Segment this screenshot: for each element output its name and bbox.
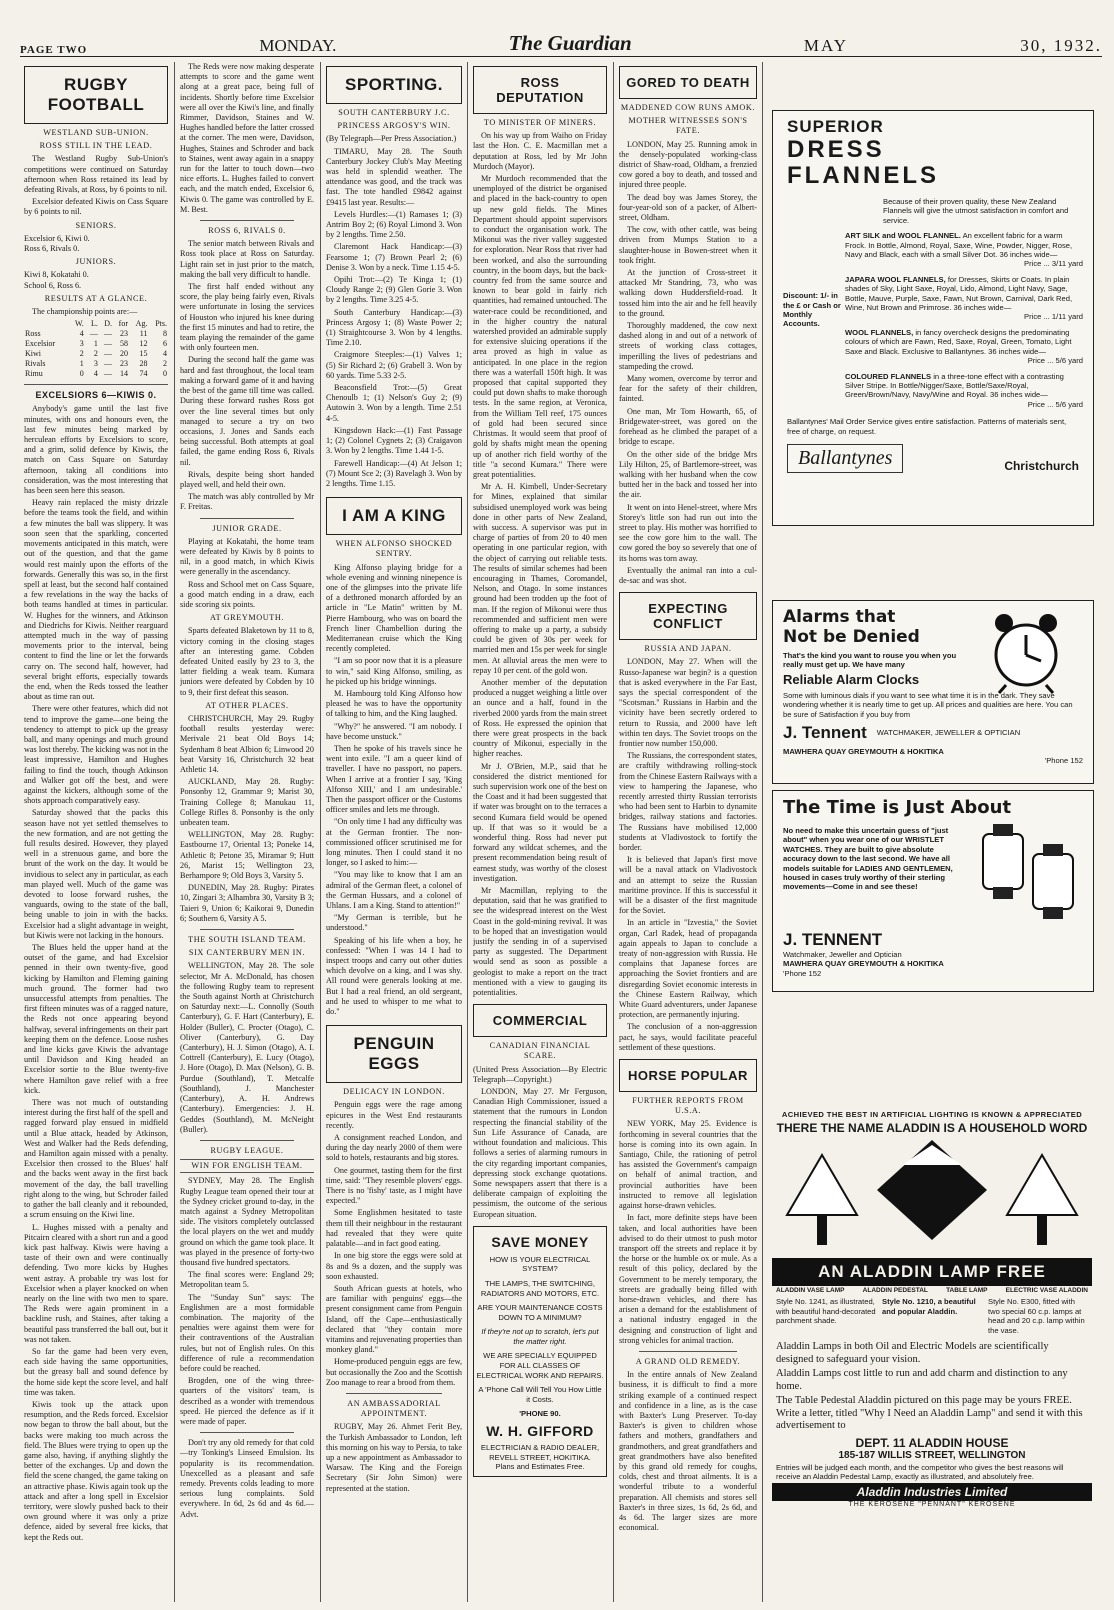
table-cell: 2 <box>163 359 167 369</box>
horse-heading: HORSE POPULAR <box>628 1068 748 1084</box>
table-cell: 15 <box>139 349 148 359</box>
points-table <box>24 319 168 379</box>
king-sub: WHEN ALFONSO SHOCKED SENTRY. <box>335 539 453 559</box>
table-cell: 58 <box>120 339 128 349</box>
wristlet-address: MAWHERA QUAY GREYMOUTH & HOKITIKA <box>783 959 944 969</box>
aladdin-fine-print: Entries will be judged each month, and the competitor who gives the best reasons will receive an Aladdin Pedestal Lamp, exactly as illustrated, and absolutely free. <box>776 1462 1064 1481</box>
match-para: There was not much of outstanding interest during the first half of the spell and ragged forward play ensued in midfield until a Blue attack, headed by Atkinson, West and Walker had the Reds defending, and Hamilton again missed with a penalty. Excelsior then crossed to the Blues' half and the backs went away in the first back movement of the day, the ball travelling right along to the wing, but Schroder failed to gather the ball cleanly and it rebounded, a scrum ensuing on the Kiwi line. <box>24 1098 168 1220</box>
ross-rivals-para: During the second half the game was hard and fast throughout, the local team making a forward game of it and having the best of the game till time was called. During these forward rushes Ross got over the line several times but only managed to secure a try on two occasions, J. Jones and Sands each being successful. Both attempts at goal failed, the game ending Ross 6, Rivals nil. <box>180 355 314 467</box>
rugby-heading-box <box>24 66 168 124</box>
king-para: "My German is terrible, but he understood." <box>326 913 462 933</box>
alarms-product: Reliable Alarm Clocks <box>783 671 920 687</box>
table-cell: 23 <box>120 329 128 339</box>
table-cell: Rimu <box>25 369 43 379</box>
save-money-heading: SAVE MONEY <box>491 1233 589 1250</box>
wristlet-phone: 'Phone 152 <box>783 968 822 978</box>
gored-para: Thoroughly maddened, the cow next dashed along in and out of a network of streets of working class cottages, imperilling the lives of pedestrians and stampeding the crowd. <box>619 321 757 371</box>
flannels-item-name: JAPARA WOOL FLANNELS, <box>845 274 946 284</box>
flannels-heading-1: SUPERIOR <box>787 117 884 136</box>
table-cell: 2 <box>93 349 98 359</box>
league-para: The "Sunday Sun" says: The Englishmen are a most formidable combination. The majority of the penalties were against them were for their contraventions of the Australian rules, but not of English rules. On this difference of rule a recommendation before could be reached. <box>180 1292 314 1373</box>
ambassador-heading: AN AMBASSADORIAL APPOINTMENT. <box>347 1398 441 1419</box>
table-cell: 3 <box>79 339 84 349</box>
lamp-label: TABLE LAMP <box>946 1287 988 1295</box>
gored-para: LONDON, May 25. Running amok in the densely-populated working-class district of Shaw-road, Oldham, a frenzied cow gored a boy to death, and tossed and injured three people. <box>619 139 757 190</box>
sporting-para: South Canterbury Handicap:—(3) Princess Argosy 1; (8) Waste Power 2; (1) Straightcourse 3. Won by 4 lengths. Time 2.10. <box>326 307 462 348</box>
aladdin-address: 185-187 WILLIS STREET, WELLINGTON <box>838 1449 1026 1461</box>
column-rule <box>762 62 763 1602</box>
gored-para: One man, Mr Tom Howarth, 65, of Bridgewater-street, was gored on the forehead as he climbed the parapet of a bridge to escape. <box>619 406 757 447</box>
conflict-para: It is believed that Japan's first move will be a naval attack on Vladivostock and an attempt to seize the Russian maritime province. If this is successful it will be a disaster of the first magnitude for the Soviet. <box>619 855 757 916</box>
commercial-heading-box <box>473 1004 607 1037</box>
king-para: M. Hambourg told King Alfonso how pleased he was to have the opportunity of talking to him, and the King laughed. <box>326 688 462 719</box>
penguin-para: One gourmet, tasting them for the first time, said: "They resemble plovers' eggs. There is no 'fishy' taste, as I might have expected." <box>326 1165 462 1206</box>
league-heading: RUGBY LEAGUE. <box>210 1145 284 1155</box>
south-island-para: WELLINGTON, May 28. The sole selector, Mr A. McDonald, has chosen the following Rugby team to represent the South against North at Christchurch on Saturday next:—L. Connolly (South Canterbury), G. F. Hart (Canterbury), E. Holder (Buller), C. Procter (Otago), C. Oliver (Canterbury), G. Day (Canterbury), H. J. Simon (Otago), A. I. Cottrell (Canterbury), E. Lucy (Otago), J. Hore (Otago), D. Max (Nelson), G. B. Purdue (Southland), T. Metcalfe (Southland), J. Manchester (Canterbury), A. H. Andrews (Canterbury). Emergencies: J. H. Geddes (Southland), M. McNeight (Buller). <box>180 961 314 1134</box>
gored-para: Eventually the animal ran into a cul-de-sac and was shot. <box>619 565 757 585</box>
flannels-item <box>845 231 1083 269</box>
table-row <box>24 339 168 349</box>
sporting-para: Craigmore Steeples:—(1) Valves 1; (5) Sir Richard 2; (6) Grabell 3. Won by 60 yards. Time 5.33 2-5. <box>326 350 462 380</box>
commercial-para: LONDON, May 27. Mr Ferguson, Canadian High Commissioner, issued a statement that the rumours in London respecting the financial stability of the Sun Life Assurance of Canada, are without foundation and malicious. This follows a series of alarming rumours in the city regarding important companies, depressing stock exchange quotations. Some newspapers assert that there is a deliberate campaign of exploiting the pessimism, the outcome of the serious European situation. <box>473 1087 607 1219</box>
king-para: "You may like to know that I am an admiral of the German fleet, a colonel of the German Hussars, and a colonel of Uhlans. I am a King. Stand to attention!" <box>326 870 462 911</box>
match-para: L. Hughes missed with a penalty and Pitcairn cleared with a short run and a good kick past halfway. Kiwis were having a taste of their own and were continually defending. Two more kicks by Hughes went astray. A probable try was lost for Excelsior when a player knocked on when nearly on the line with two men to spare. The Reds were again prominent in a backline rush, and Staines, after taking a beautiful pass transferred the ball out, but it was not taken. <box>24 1222 168 1344</box>
table-row <box>24 359 168 369</box>
aladdin-banner: AN ALADDIN LAMP FREE <box>772 1258 1092 1286</box>
flannels-item <box>845 328 1083 366</box>
ross-rivals-para: The senior match between Rivals and Ross took place at Ross on Saturday. Light rain set in just prior to the match, making the ball very difficult to handle. <box>180 239 314 279</box>
flannels-item-price: Price ... 5/6 yard <box>1027 356 1083 366</box>
table-cell: Rivals <box>25 359 46 369</box>
table-cell: Ross <box>25 329 41 339</box>
greymouth-heading: AT GREYMOUTH. <box>209 613 285 623</box>
horse-sub: FURTHER REPORTS FROM U.S.A. <box>632 1096 744 1116</box>
king-para: Then he spoke of his travels since he went into exile. "I am a queer kind of traveller. I have no passport, no papers. When I arrive at a frontier I say, 'King Alfonso XIII,' and I am undesirable.' Then the passport officer or the Customs officer smiles and lets me through. <box>326 743 462 815</box>
flannels-item-name: ART SILK and WOOL FLANNEL. <box>845 231 961 241</box>
masthead-day: MONDAY. <box>259 36 337 55</box>
alarms-seller-role: WATCHMAKER, JEWELLER & OPTICIAN <box>876 728 1021 738</box>
penguin-para: South African guests at hotels, who are familiar with penguins' eggs—the present consignment came from Penguin Island, off the Cape—enthusiastically declared that "they contain more vitamins and rejuvenating properties than monkey gland." <box>326 1283 462 1355</box>
table-cell: — <box>104 349 112 359</box>
divider <box>200 518 294 519</box>
lamp-label: ALADDIN PEDESTAL <box>862 1287 928 1295</box>
flannels-item-desc: for Dresses, Skirts or Coats. In plain shades of Sky, Light Saxe, Royal, Lido, Almond, Light Navy, Sage, Bottle, Mauve, Purple, Saxe, Fawn, Nut Brown, Carnival, Dark Red, Wine, Nut Brown and Primrose. 36 inches wide— <box>845 274 1073 313</box>
sporting-para: Opihi Trot:—(2) Te Kinga 1; (1) Cloudy Range 2; (9) Glen Gorie 3. Won by 2 lengths. Time 3.25 4-5. <box>326 275 462 305</box>
divider <box>24 384 168 385</box>
table-header-cell: D. <box>104 319 112 329</box>
ross-rivals-para: Rivals, despite being short handed played well, and held their own. <box>180 469 314 489</box>
linseed-emulsion-ad: Don't try any old remedy for that cold—try Tonking's Linseed Emulsion. Its popularity is its recommendation. Unexcelled as a pleasant and safe remedy. Prevents colds leading to more serious lung complaints. Sold everywhere. In 6d, 2s 6d and 4s 6d.—Advt. <box>180 1438 314 1519</box>
south-island-heading: THE SOUTH ISLAND TEAM. <box>188 935 306 945</box>
sporting-heading-box <box>326 66 462 104</box>
penguin-heading-box <box>326 1025 462 1083</box>
table-header-cell: Pts. <box>155 319 167 329</box>
aladdin-text-2: Aladdin Lamps cost little to run and add charm and distinction to any home. <box>776 1368 1068 1392</box>
alarms-seller-name: J. Tennent <box>783 723 867 743</box>
gifford-q2: ARE YOUR MAINTENANCE COSTS DOWN TO A MINIMUM? <box>477 1303 603 1322</box>
ross-para: On his way up from Waiho on Friday last the Hon. C. E. Macmillan met a deputation at Ross, led by Mr John Murdoch (Mayor). <box>473 131 607 171</box>
column-rule <box>174 62 175 1602</box>
divider <box>200 1140 294 1141</box>
gored-para: At the junction of Cross-street it attacked Mr Standring, 73, who was walking down Huddersfield-road. It tossed him into the air and he fell heavily to the ground. <box>619 268 757 318</box>
table-cell: 0 <box>163 369 167 379</box>
gifford-ad <box>473 1226 607 1477</box>
match-para: There were other features, which did not tend to improve the game—one being the tendency to attempt to pick up the greasy ball, and many openings and much ground was lost thereby. The kicking was not in the least impressive, Hamilton and Hughes failing to find the touch, though Atkinson and Walker got off the best, and were against the kickers, although some of the shots approach comparatively easy. <box>24 704 168 806</box>
gifford-plans: Plans and Estimates Free. <box>495 1462 585 1472</box>
juniors-label: JUNIORS. <box>75 257 117 267</box>
aladdin-arc-text-1: ACHIEVED THE BEST IN ARTIFICIAL LIGHTING IS KNOWN & APPRECIATED <box>781 1110 1083 1119</box>
penguin-para: Home-produced penguin eggs are few, but occasionally the Zoo and the Scottish Zoo manage to rear a brood from them. <box>326 1357 462 1387</box>
aladdin-text-1: Aladdin Lamps in both Oil and Electric Models are scientifically designed to safeguard your vision. <box>776 1341 1049 1365</box>
commercial-heading: COMMERCIAL <box>492 1013 588 1029</box>
sporting-para: Farewell Handicap:—(4) At Jelson 1; (7) Mount Sce 2; (3) Ravelagh 3. Won by 2 lengths. Time 1.15. <box>326 458 462 488</box>
flannels-item-name: WOOL FLANNELS, <box>845 327 914 337</box>
horse-para: In fact, more definite steps have been taken, and local authorities have been advised to do their utmost to push motor transport off the streets and replace it by the horse or the humble ox or mule. As a result of this policy, declared by the Government to be merely temporary, the streets are gradually being filled with horse-drawn vehicles, and there has arisen a demand for the establishment of a national industry engaged in the designing and construction of light and strong vehicles for animal traction. <box>619 1213 757 1345</box>
table-row <box>24 329 168 339</box>
ross-para: Mr A. H. Kimbell, Under-Secretary for Mines, explained that similar subsidised unemployed work was being done in other parts of New Zealand, with success. A supervisor was put in charge of parties of from 20 to 40 men operating in one particular region, with the object of carrying out reliable tests. The results of similar schemes had been encouraging in Thames, Coromandel, Nelson, and Otago. In some instances ground had been trodden up the foot of man. If the region of Mikonui were thus recommended and sufficient men were offering to make up a party, a subsidy could be given of 30s per week for married men and 15s per week for single men. At alluvial areas the men were to repay 10 per cent. of the gold won. <box>473 482 607 675</box>
ross-para: Mr Macmillan, replying to the deputation, said that he was gratified to see the widespread interest on the West Coast in the gold-mining revival. It was to be hoped that an investigation would justify the sending in of a supervised party as suggested. The Department would send as soon as possible a geologist to make a report on the tract mentioned with a view to gauging its potentialities. <box>473 886 607 998</box>
ambassador-para: RUGBY, May 26. Ahmet Ferit Bey, the Turkish Ambassador to London, left this morning on his way to Persia, to take up a new appointment as Ambassador to Warsaw. The King and the Foreign Secretary (Sir John Simon) were represented at the station. <box>326 1422 462 1493</box>
ross-rivals-heading: ROSS 6, RIVALS 0. <box>208 226 286 236</box>
match-para: The Blues held the upper hand at the outset of the game, and had Excelsior penned in their own twenty-five, good kicking by Hamilton and Fleming gaining much ground. The former had two unsuccessful attempts from penalties. The first fifteen minutes was of a ragged nature, the Reds not once appearing beyond halfway, several infringements on their part keeping them on the defence. Loose rushes and line kicks gave Kiwis the advantage until Davidson and King headed an Excelsior sortie to the Blue twenty-five where Hamilton gave relief with a free kick. <box>24 943 168 1095</box>
south-island-sub: SIX CANTERBURY MEN IN. <box>188 948 306 958</box>
column-2 <box>180 62 314 1602</box>
masthead-date: 30, 1932. <box>1020 36 1102 55</box>
conflict-para: In an article in "Izvestia," the Soviet organ, Carl Radek, head of propaganda again appeals to Japan to conclude a treaty of non-aggression with Russia. He complains that Japanese forces are approaching the Soviet frontiers and are disregarding Soviet economic interests in the Chinese Eastern Railway, which White Guard adventurers, under Japanese protection, are permanently injuring. <box>619 918 757 1020</box>
alarms-address: MAWHERA QUAY GREYMOUTH & HOKITIKA <box>783 747 944 757</box>
lamp-label: ALADDIN VASE LAMP <box>776 1287 845 1295</box>
sporting-byline: (By Telegraph—Per Press Association.) <box>326 134 457 144</box>
flannels-item <box>845 275 1083 322</box>
king-heading-box <box>326 497 462 535</box>
greymouth-para: Sparts defeated Blaketown by 11 to 8, victory coming in the closing stages after an interesting game. Cobden defeated United easily by 23 to 3, the latter fielding a weak team. Kumara juniors were defeated by Cobden by 10 to 9, their first defeat this season. <box>180 626 314 697</box>
flannels-item-desc: An excellent fabric for a warm Frock. In Bottle, Almond, Royal, Saxe, Wine, Powder, Nigger, Rose, Navy and Black, each with a small Silver Dot. 36 inches wide— <box>845 231 1073 260</box>
sporting-para: Claremont Hack Handicap:—(3) Fearsome 1; (7) Brown Pearl 2; (6) Denise 3. Won by a neck. Time 1.15 4-5. <box>326 242 462 272</box>
junior-grade-heading: JUNIOR GRADE. <box>212 523 282 533</box>
aladdin-footer-2: THE KEROSENE "PENNANT" KEROSENE <box>848 1501 1016 1509</box>
sporting-heading: SPORTING. <box>344 75 443 94</box>
wristlet-heading: The Time is Just About <box>783 797 1012 818</box>
gored-sub2: MOTHER WITNESSES SON'S FATE. <box>628 116 748 136</box>
alarms-phone: 'Phone 152 <box>1044 756 1083 766</box>
glance-label: RESULTS AT A GLANCE. <box>44 293 148 303</box>
column-rule <box>467 62 468 1602</box>
flannels-footer: Ballantynes' Mail Order Service gives entire satisfaction. Patterns of materials sent, free of charge, on request. <box>787 417 1067 436</box>
flannels-item-desc: in a three-tone effect with a contrasting Silver Stripe. In Bottle/Nigger/Saxe, Bottle/Saxe/Royal, Green/Brown/Navy, Navy/Wine and Royal. 36 inches wide— <box>845 371 1064 400</box>
table-cell: Excelsior <box>25 339 56 349</box>
flannels-heading-3: FLANNELS <box>787 162 939 189</box>
wristwatch-icon <box>963 824 1093 924</box>
penguin-sub: DELICACY IN LONDON. <box>343 1087 445 1097</box>
flannels-heading-2: DRESS <box>787 136 885 163</box>
king-para: Speaking of his life when a boy, he confessed: "When I was 14 I had to inspect troops and carry out other duties which devolve on a king, and I was shy. All round were generals looking at me. But I had a real friend, an old sergeant, and he used to whisper to me what to do." <box>326 935 462 1017</box>
king-para: "Why?" he answered. "I am nobody. I have become unstuck." <box>326 721 462 741</box>
gifford-equip: WE ARE SPECIALLY EQUIPPED FOR ALL CLASSES OF ELECTRICAL WORK AND REPAIRS. <box>476 1351 604 1380</box>
penguin-heading: PENGUIN EGGS <box>353 1034 435 1074</box>
league-sub: WIN FOR ENGLISH TEAM. <box>180 1159 314 1173</box>
ross-rivals-para: The match was ably controlled by Mr F. Freitas. <box>180 492 314 512</box>
match-para: Anybody's game until the last five minutes, with ons and honours even, the last few minutes being marked by herculean efforts by Excelsiors to score, and a grim, solid defence by Kiwis, the match on Cass Square on Saturday afternoon, taking all conditions into consideration, was the most interesting that has been seen here this season. <box>24 404 168 496</box>
aladdin-ad <box>772 1110 1092 1595</box>
aladdin-style-1: Style No. 1241, as illustrated, with beautiful hand-decorated parchment shade. <box>776 1297 876 1326</box>
column-rule <box>613 62 614 1602</box>
lamp-label: ELECTRIC VASE ALADDIN <box>1005 1287 1088 1295</box>
table-cell: — <box>104 329 112 339</box>
junior-para: Ross and School met on Cass Square, a good match ending in a draw, each side scoring six points. <box>180 579 314 609</box>
sporting-para: Kingsdown Hack:—(1) Fast Passage 1; (2) Colonel Cygnets 2; (3) Craigavon 3. Won by 2 lengths. Time 1.44 1-5. <box>326 425 462 456</box>
ross-rivals-para: The first half ended without any score, the play being fairly even, Rivals were unfortunate in losing the services of Houston who injured his knee during the first 15 minutes and had to retire, the team playing the remainder of the game with only fourteen men. <box>180 282 314 353</box>
flannels-item-price: Price ... 3/11 yard <box>1024 259 1083 269</box>
other-places-para: WELLINGTON, May 28. Rugby: Eastbourne 17, Oriental 13; Poneke 14, Athletic 8; Petone 35, Miramar 9; Hutt 26, Marist 15; Wellington 23, Berhampore 9; Old Boys 3, Varsity 5. <box>180 830 314 881</box>
table-cell: — <box>104 369 112 379</box>
table-cell: 4 <box>163 349 167 359</box>
divider <box>639 1351 737 1352</box>
table-cell: 74 <box>139 369 148 379</box>
wristlet-body: No need to make this uncertain guess of "just about" when you wear one of our WRISTLET WATCHES. They are built to give absolute accuracy down to the last second. We have all models suitable for LADIES AND GENTLEMEN, housed in cases truly worthy of their sterling movements—Come in and see these! <box>783 826 953 892</box>
column-5 <box>619 62 757 1602</box>
ross-heading: ROSS DEPUTATION <box>496 75 584 105</box>
ross-para: Mr Murdoch recommended that the unemployed of the district be organised and placed in the back-country to open up new gold fields. The Mines Department should appoint supervisors to conduct the organisation work. The Mikonui was the river valley suggested for exploration. Near Ross that river had been worked, and also the surrounding country, in the boom days, but the back-country fed from the same source and known to bear gold in fairly rich quantities, had remained untouched. The water-race could be reconditioned, and in the higher country the natural watershed provided an admirable supply for extensive sluicing operations if the area proved as high in value as anticipated. In one place in the region there was a waterfall 150ft high. It was proposed that capital supported they could put down shafts to make thorough tests. In the same region, at Veronica, from the William Tell reef, 175 ounces of gold had been secured since Christmas. It would seem that proof of gold by shafts might mean the opening up of another rich field worthy of the title "a second Kumara." There were great potentialities. <box>473 174 607 479</box>
glance-intro: The championship points are:— <box>32 307 138 317</box>
gored-heading: GORED TO DEATH <box>626 75 750 90</box>
conflict-sub: RUSSIA AND JAPAN. <box>644 644 732 654</box>
aladdin-text-3: The Table Pedestal Aladdin pictured on this page may be yours FREE. Write a letter, titled "Why I Need an Aladdin Lamp" and send it with this advertisement to <box>776 1395 1083 1432</box>
other-places-para: AUCKLAND, May 28. Rugby: Ponsonby 12, Grammar 9; Marist 30, Training College 8; Manukau 11, College Rifles 8. Ponsonby is the only unbeaten team. <box>180 777 314 828</box>
seniors-result: Ross 6, Rivals 0. <box>24 244 80 254</box>
aladdin-dept: DEPT. 11 ALADDIN HOUSE <box>855 1435 1009 1450</box>
gifford-address: ELECTRICIAN & RADIO DEALER, REVELL STREET, HOKITIKA. <box>480 1443 600 1462</box>
gored-sub1: MADDENED COW RUNS AMOK. <box>620 103 756 112</box>
column-4 <box>473 62 607 1602</box>
table-cell: 28 <box>139 359 148 369</box>
masthead <box>20 30 1102 57</box>
flannels-item-desc: in fancy overcheck designs the predominating colours of which are Fawn, Red, Saxe, Royal, Green, Tomato, Light Saxe and Black. Exclusive to Ballantynes. 36 inches wide— <box>845 327 1072 356</box>
conflict-heading: EXPECTING CONFLICT <box>648 601 728 632</box>
sporting-para: TIMARU, May 28. The South Canterbury Jockey Club's May Meeting was held in splendid weather. The attendance was good, and the track was fast. The tote handled £9842 against £9415 last year. Results:— <box>326 146 462 207</box>
table-cell: 4 <box>79 329 84 339</box>
seniors-label: SENIORS. <box>75 220 117 230</box>
gifford-name: W. H. GIFFORD <box>486 1423 594 1440</box>
flannels-item-price: Price ... 1/11 yard <box>1024 312 1083 322</box>
column-1 <box>24 62 168 1602</box>
flannels-item <box>845 372 1083 410</box>
match-heading: EXCELSIORS 6—KIWIS 0. <box>35 390 157 401</box>
flannels-discount: Discount: 1/- in the £ or Cash or Monthly Accounts. <box>783 291 841 329</box>
king-para: "I am so poor now that it is a pleasure to win," said King Alfonso, smiling, as he picked up his bridge winnings. <box>326 656 462 686</box>
column-rule <box>320 62 321 1602</box>
table-cell: 4 <box>93 369 98 379</box>
horse-para: NEW YORK, May 25. Evidence is forthcoming in several countries that the horse is coming into its own again. In Santiago, Chile, the rationing of petrol has assisted the Government's campaign on behalf of animal traction, and provincial authorities have been instructed to remove all legislation against horse-drawn vehicles. <box>619 1119 757 1211</box>
aladdin-style-3: Style No. E300, fitted with two special 60 c.p. lamps at head and 20 c.p. lamp within the vase. <box>988 1297 1085 1335</box>
penguin-para: Some Englishmen hesitated to taste them till their neighbour in the restaurant had revealed that they were quite palatable—and in fact good eating. <box>326 1208 462 1249</box>
match-para: Heavy rain replaced the misty drizzle before the teams took the field, and within a few minutes the ball was slippery. It was soon seen that the sparkling, concerted movements anticipated in this match, were out of the question, and that the game would rest mainly upon the efforts of the forwards. Generally this was so, in the first spell at least, but the second half contained a few revelations in the way the backs of both teams handled at times in particular. W. Hughes for the winners, and Atkinson and Diedrichs for Kiwis. Neither rearguard attempted much in the way of passing movements prior to the interval, being content to find the line or let the forwards carry on. The second half, however, had several bright efforts, especially towards the end, when the Reds tossed the leather about as time ran out. <box>24 498 168 702</box>
table-header-cell <box>24 319 70 329</box>
column-3 <box>326 62 462 1602</box>
table-cell: 1 <box>79 359 84 369</box>
conflict-heading-box <box>619 592 757 640</box>
match-para: Saturday showed that the packs this season have not yet settled themselves to the new formation, and are not getting the full results desired. However, they played well in a strenuous game, and bore the brunt of the work on the day. It would be invidious to select any in particular, as each man played well. Much of the game was devoted to loose forward rushes, the vanguards, owing to the state of the ball, being unable to join in with the backs. Excelsior had a slight advantage in weight, but Kiwis were not lacking in the honours. <box>24 808 168 940</box>
ross-para: Another member of the deputation produced a nugget weighing a little over an ounce and a half, found in the riverbed 2000 yards from the main street of Ross. He expressed the opinion that there were great prospects in the back country of Mikonui, especially in the higher reaches. <box>473 677 607 759</box>
page-number: PAGE TWO <box>20 44 88 56</box>
wristlet-seller-role: Watchmaker, Jeweller and Optician <box>783 950 902 959</box>
gifford-note: If they're not up to scratch, let's put the matter right. <box>481 1327 599 1346</box>
divider <box>200 220 294 221</box>
divider <box>346 1393 442 1394</box>
seniors-result: Excelsior 6, Kiwi 0. <box>24 233 90 243</box>
flannels-item-price: Price ... 5/6 yard <box>1027 399 1083 409</box>
table-row <box>24 349 168 359</box>
rugby-sub1: WESTLAND SUB-UNION. <box>43 128 149 137</box>
table-cell: — <box>89 329 98 339</box>
table-cell: 23 <box>120 359 128 369</box>
league-para: The final scores were: England 29; Metropolitan team 5. <box>180 1270 314 1290</box>
flannels-item-list <box>845 231 1083 415</box>
gifford-list: THE LAMPS, THE SWITCHING, RADIATORS AND MOTORS, ETC. <box>480 1278 600 1298</box>
table-cell: 6 <box>163 339 167 349</box>
conflict-para: The Russians, the correspondent states, are craftily withdrawing rolling-stock from the Chinese Eastern Railways with a view to hampering the Japanese, who recently arrested thirty Russian terrorists who had been sent to Harbin to dynamite bridges, railway stations and factories. The Russians have mobilised 12,000 students at Vladivostock to fortify the border. <box>619 751 757 852</box>
match-para-cont: The Reds were now making desperate attempts to score and the game went along at a great pace, being full of incidents. Shortly before time Excelsior were all over the Kiwi's line, and finally Rimmer, Davidson, Staines and W. Hughes handled before the latter crossed at the corner. The men were, Davidson, Hughes, Staines and Schroder and back to Staines, went away again in a snappy run for the latter to touch down—two nice efforts. L. Hughes failed to convert each, and the match ended, Excelsior 6, Kiwis 0. The game was controlled by E. M. Best. <box>180 62 314 214</box>
match-para: So far the game had been very even, each side having the same opportunities, but the greasy ball and sound defence by the home side kept the score level, and half time was taken. <box>24 1346 168 1397</box>
wristlet-ad <box>772 790 1094 992</box>
commercial-byline: (United Press Association—By Electric Telegraph—Copyright.) <box>473 1064 607 1084</box>
wristlet-seller-name: J. TENNENT <box>783 930 883 949</box>
aladdin-arc-text-2: THERE THE NAME ALADDIN IS A HOUSEHOLD WORD <box>776 1121 1088 1136</box>
conflict-para: The conclusion of a non-aggression pact, he says, would facilitate peaceful settlement of these questions. <box>619 1022 757 1052</box>
sporting-para: Beaconsfield Trot:—(5) Great Chenoulb 1; (1) Nelson's Guy 2; (9) Autowin 3. Won by a length. Time 2.51 4-5. <box>326 383 462 423</box>
commercial-sub: CANADIAN FINANCIAL SCARE. <box>489 1041 591 1061</box>
rugby-sub2: ROSS STILL IN THE LEAD. <box>39 141 153 151</box>
remedy-heading: A GRAND OLD REMEDY. <box>635 1356 741 1366</box>
table-cell: 14 <box>120 369 128 379</box>
aladdin-style-2: Style No. 1210, a beautiful and popular Aladdin. <box>882 1297 976 1316</box>
juniors-result: Kiwi 8, Kokatahi 0. <box>24 270 89 280</box>
table-header-cell: L. <box>91 319 98 329</box>
league-para: SYDNEY, May 28. The English Rugby League team opened their tour at the Sydney cricket ground to-day, in the match against a Sydney Metropolitan side. The visitors completely outclassed the local players on the wet and muddy ground on which the game took place. It was played in the presence of forty-two thousand five hundred spectators. <box>180 1176 314 1267</box>
alarms-heading-1: Alarms that <box>783 607 896 627</box>
ross-heading-box <box>473 66 607 114</box>
gifford-phone: 'PHONE 90. <box>519 1409 561 1419</box>
penguin-para: In one big store the eggs were sold at 8s and 9s a dozen, and the supply was soon exhausted. <box>326 1251 462 1281</box>
gifford-phone-text: A 'Phone Call Will Tell You How Little it Costs. <box>478 1385 602 1404</box>
table-cell: 2 <box>79 349 84 359</box>
table-row <box>24 369 168 379</box>
other-places-para: CHRISTCHURCH, May 29. Rugby football results yesterday were: Merivale 21 beat Old Boys 14; Sydenham 8 beat Albion 6; Linwood 20 beat Varsity 16, Christchurch 32 beat Athletic 14. <box>180 713 314 774</box>
flannels-city: Christchurch <box>1004 458 1079 473</box>
match-para: Kiwis took up the attack upon resumption, and the Reds forced. Excelsior now began to throw the ball about, but the backs were making too much across the field. The Blues were trying to open up the game also, having, if anything slightly the better of the exchanges. Up and down the field the scene changed, the game taking on an attractive phase. Kiwis again took up the attack and after a long spell in Excelsior territory, were slowly pushed back to their own ground where it was only a prize defence, aided by several free kicks, that kept the Reds out. <box>24 1399 168 1542</box>
table-header-cell: for <box>118 319 128 329</box>
table-cell: — <box>104 339 112 349</box>
clock-cartoon-icon <box>971 605 1081 695</box>
divider <box>200 929 294 930</box>
table-cell: 1 <box>93 339 98 349</box>
rugby-heading: RUGBY FOOTBALL <box>47 75 145 114</box>
alarms-heading-2: Not be Denied <box>783 627 920 647</box>
gored-para: On the other side of the bridge Mrs Lily Hilton, 25, of Bartlemore-street, was walking with her husband when the cow butted her in the back and tossed her into the air. <box>619 449 757 500</box>
divider <box>200 1432 294 1433</box>
rugby-intro: The Westland Rugby Sub-Union's competitions were continued on Saturday afternoon when Ross retained its lead by defeating Rivals, at Ross, by 6 points to nil. <box>24 154 168 195</box>
table-cell: 3 <box>93 359 98 369</box>
table-cell: Kiwi <box>25 349 41 359</box>
table-cell: 0 <box>79 369 84 379</box>
aladdin-footer: Aladdin Industries Limited <box>772 1483 1092 1501</box>
flannels-ad <box>772 110 1094 526</box>
gored-para: The cow, with other cattle, was being driven from Mumps Station to a slaughter-house in Bowen-street when it took fright. <box>619 225 757 265</box>
table-header-cell: W. <box>74 319 84 329</box>
gored-para: It went on into Henel-street, where Mrs Storey's little son had run out into the street to play. His mother was horrified to see the cow gore him to the wall. The cow gored the boy so severely that one of its horns was torn away. <box>619 502 757 563</box>
flannels-intro: Because of their proven quality, these New Zealand Flannels will give the utmost satisfaction in comfort and service. <box>883 197 1069 225</box>
table-cell: 12 <box>139 339 148 349</box>
gored-para: Many women, overcome by terror and fear for the safety of their children, fainted. <box>619 374 757 404</box>
table-cell: 11 <box>139 329 148 339</box>
king-para: King Alfonso playing bridge for a whole evening and winning ninepence is one of the glimpses into the private life of a dethroned monarch afforded by an article in "Le Matin" written by M. Pierre Hambourg, who was on board the French liner Chambellion during the Mediterranean cruise which the King recently completed. <box>326 562 462 654</box>
sporting-sub1: SOUTH CANTERBURY J.C. <box>338 108 450 117</box>
ross-para: Mr J. O'Brien, M.P., said that he considered the district mentioned for such supervision work one of the best on the Coast and it had been suggested that if water was brought on to the terraces a second Kumara field would be opened up. If that was so it would be a wonderful thing. Ross had never put forward any wildcat schemes, and the present recommendation being result of earnest study, was worthy of the closest investigation. <box>473 761 607 883</box>
newspaper-title: The Guardian <box>508 31 632 55</box>
masthead-month: MAY <box>803 36 849 55</box>
table-cell: 8 <box>163 329 167 339</box>
other-places-para: DUNEDIN, May 28. Rugby: Pirates 10, Zingari 3; Alhambra 30, Varsity B 3; Taieri 9, Union 6; Kaikorai 9, Dunedin 6; Southern 6, Varsity A 5. <box>180 883 314 923</box>
rugby-intro2: Excelsior defeated Kiwis on Cass Square by 6 points to nil. <box>24 197 168 217</box>
sporting-para: Levels Hurdles:—(1) Ramases 1; (3) Antrim Boy 2; (6) Royal Limond 3. Won by 2 lengths. Time 2.50. <box>326 209 462 240</box>
junior-para: Playing at Kokatahi, the home team were defeated by Kiwis by 8 points to nil, in a good match, in which Kiwis were generally in the ascendancy. <box>180 536 314 577</box>
alarms-body: Some with luminous dials if you want to see what time it is in the dark. They save wondering whether it is nearly time to get up. All prices and qualities are here. You can be sure of Satisfaction if you buy from <box>783 690 1073 719</box>
remedy-para: In the entire annals of New Zealand business, it is difficult to find a more striking example of a continued respect and confidence in a line, as is the case with Baxter's Lung Preserver. To-day Baxter's is given to children whose fathers and mothers, grandfathers and grandmothers, and great grandfathers and great grandmothers have also benefited by this grand old remedy for coughs, colds, chest and throat ailments. It is a wonderful tribute to a wonderful preparation. All chemists and stores sell Baxter's in three sizes, 1s 6d, 2s 6d, and 4s 6d. The larger sizes are more economical. <box>619 1370 757 1533</box>
alarms-ad <box>772 600 1094 784</box>
table-header-cell: Ag. <box>135 319 148 329</box>
alarms-intro: That's the kind you want to rouse you when you really must get up. We have many <box>783 651 957 670</box>
aladdin-lamps-illustration <box>772 1135 1092 1253</box>
juniors-result: School 6, Ross 6. <box>24 280 82 290</box>
league-para: Brogden, one of the wing three-quarters of the visitors' team, is described as a wonder with tremendous speed. He pierced the defence as if it were made of paper. <box>180 1376 314 1426</box>
horse-heading-box <box>619 1059 757 1092</box>
table-header-row <box>24 319 168 329</box>
gored-heading-box <box>619 66 757 99</box>
penguin-para: Penguin eggs were the rage among epicures in the West End restaurants recently. <box>326 1100 462 1130</box>
king-heading: I AM A KING <box>342 506 446 526</box>
table-cell: 20 <box>120 349 128 359</box>
table-cell: — <box>104 359 112 369</box>
penguin-para: A consignment reached London, and during the day nearly 2000 of them were sold to hotels, restaurants and big stores. <box>326 1133 462 1163</box>
flannels-item-name: COLOURED FLANNELS <box>845 371 932 381</box>
king-para: "On only time I had any difficulty was at the German frontier. The non-commissioned officer scrutinised me for long minutes. Then I could stand it no longer, so I asked to him:— <box>326 817 462 868</box>
sporting-sub2: PRINCESS ARGOSY'S WIN. <box>337 121 451 131</box>
gored-para: The dead boy was James Storey, the four-year-old son of a packer, of Albert-street, Oldham. <box>619 192 757 223</box>
ballantynes-signature: Ballantynes <box>787 444 903 473</box>
conflict-para: LONDON, May 27. When will the Russo-Japanese war begin? is a question that is asked everywhere in the Far East, says the special correspondent of the "Scotsman." Russians in Harbin and the vicinity have been secretly ordered to return to Russia, and 2000 have left within ten days. The Soviet troops on the frontier now number 150,000. <box>619 657 757 748</box>
ross-sub: TO MINISTER OF MINERS. <box>483 118 597 127</box>
gifford-q1: HOW IS YOUR ELECTRICAL SYSTEM? <box>489 1254 591 1274</box>
other-places-heading: AT OTHER PLACES. <box>205 700 289 710</box>
